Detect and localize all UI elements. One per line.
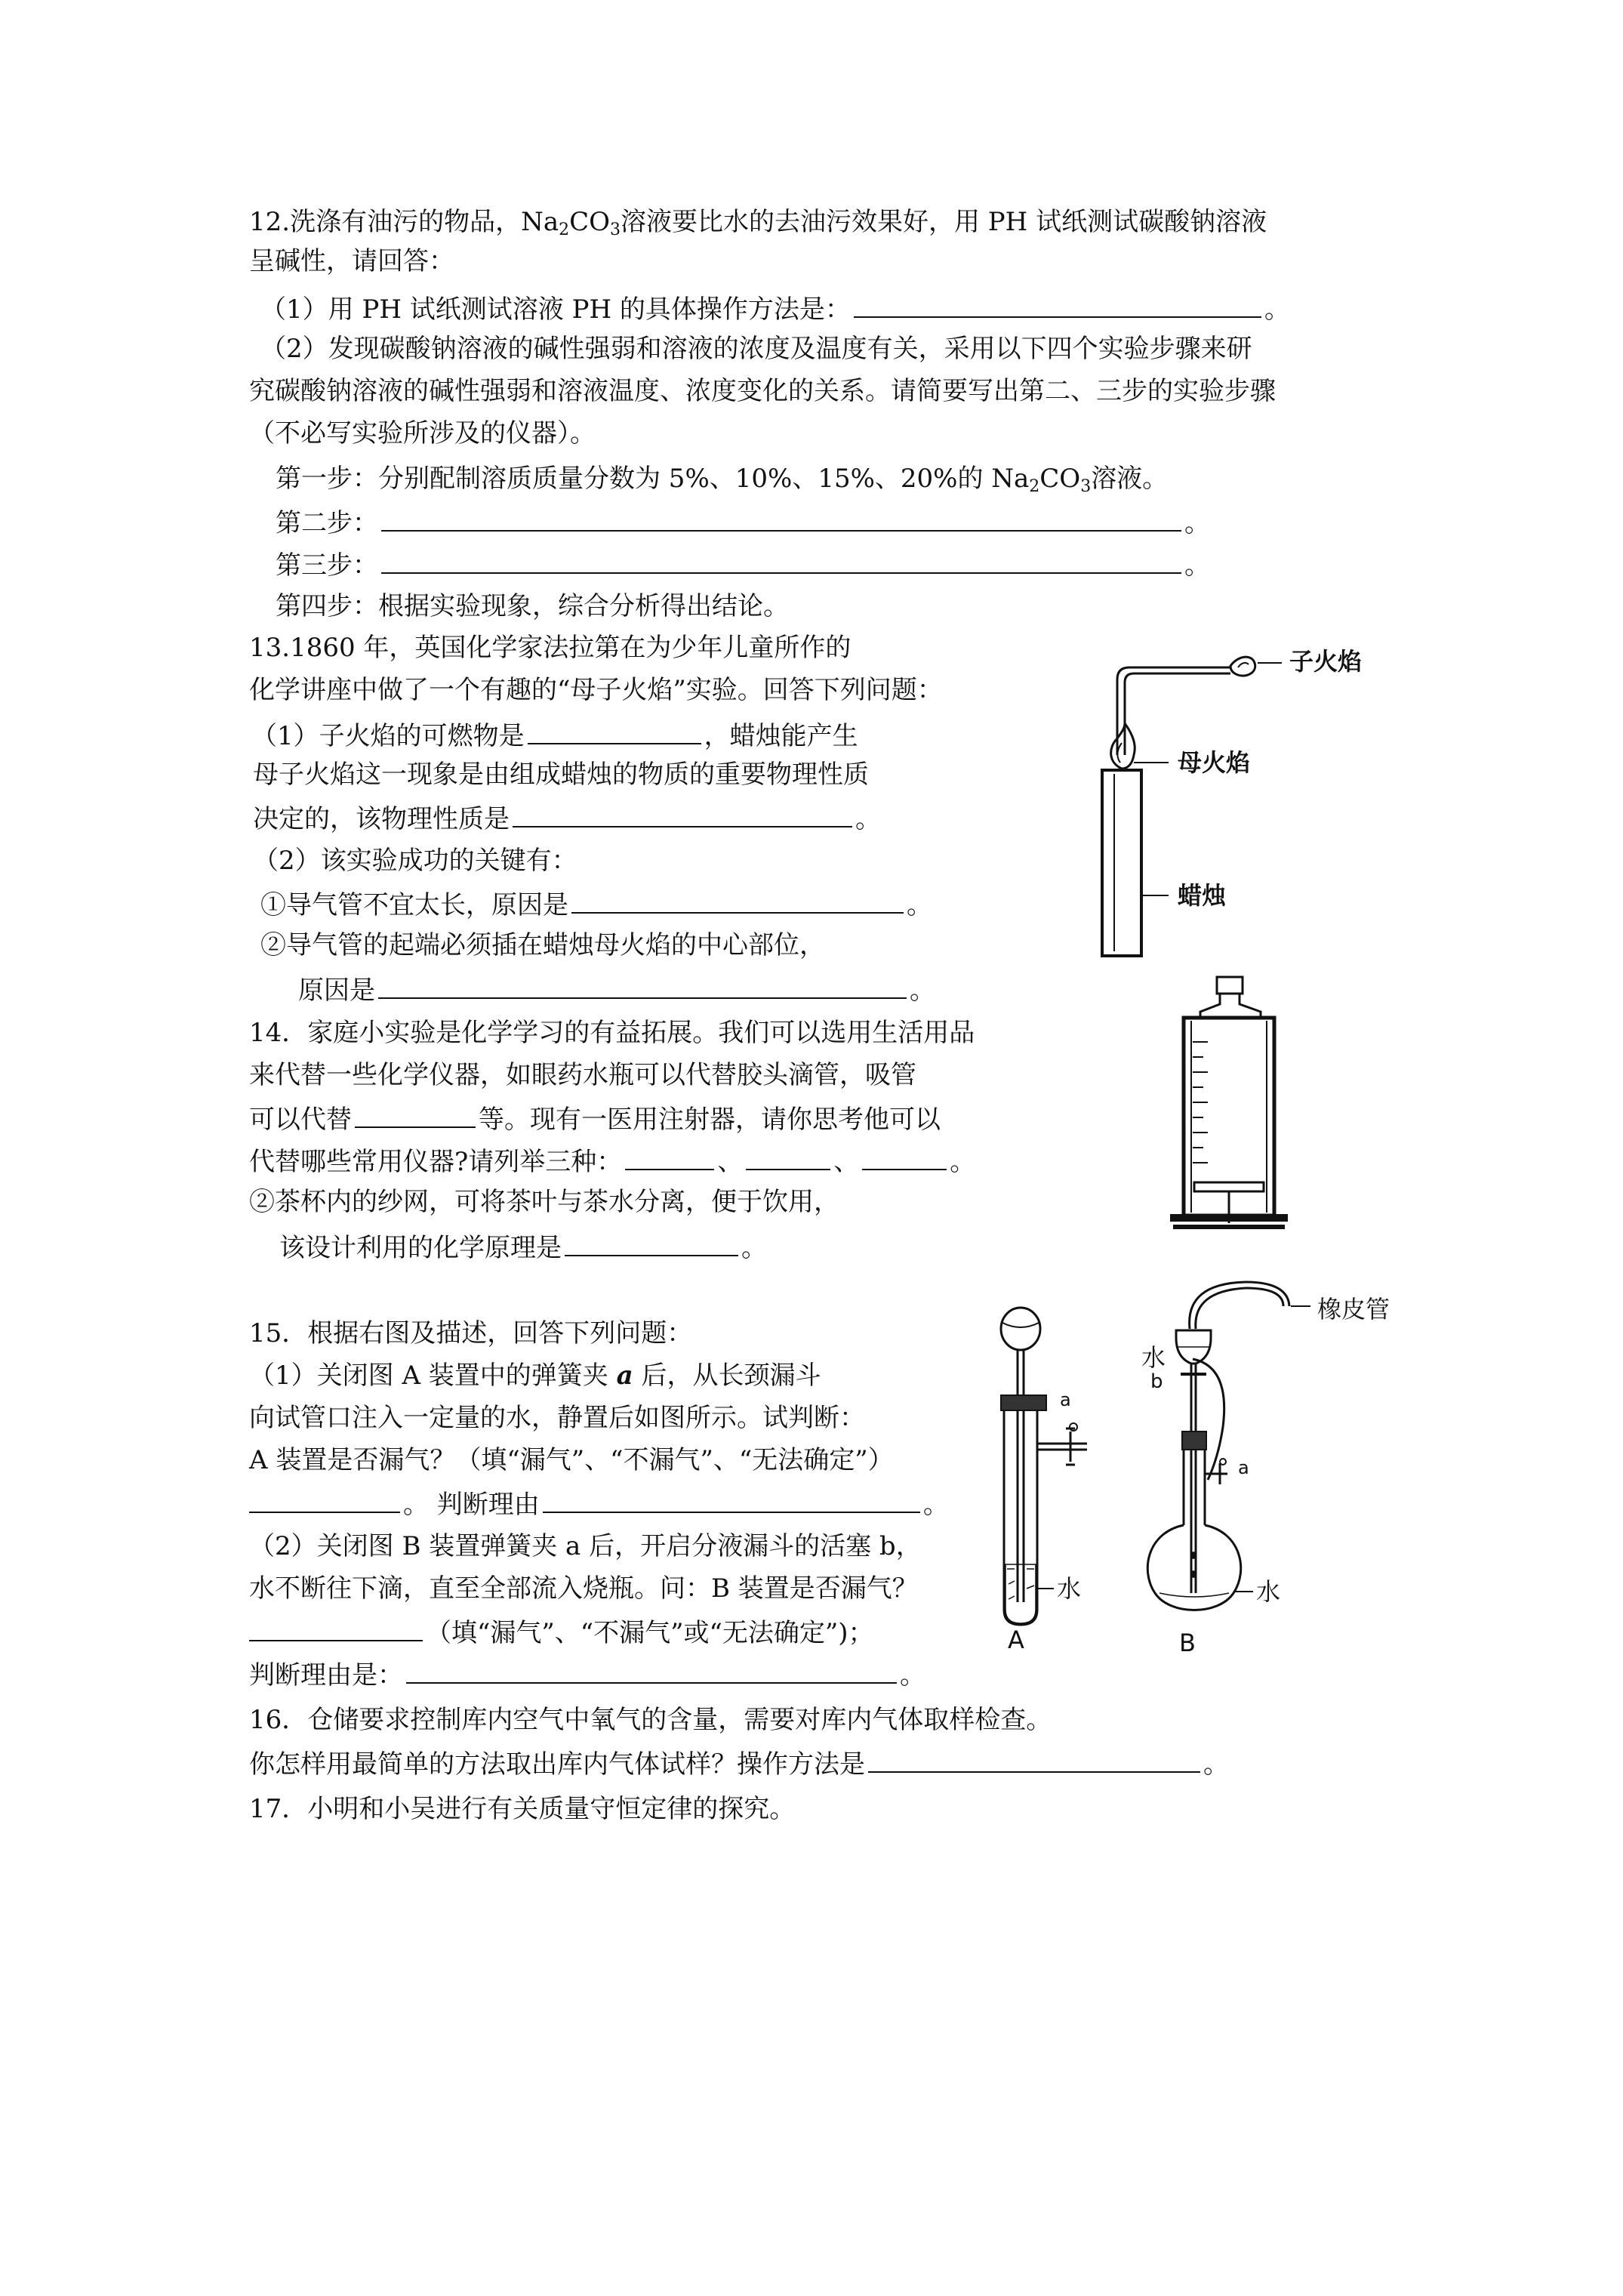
- candle-figure: [1087, 649, 1389, 966]
- q12-step-3: 第三步： 。: [276, 547, 1210, 582]
- q12-step-2: 第二步： 。: [276, 504, 1210, 540]
- q13-line-4: 母子火焰这一现象是由组成蜡烛的物质的重要物理性质: [253, 760, 869, 790]
- q17-line-1: 17．小明和小吴进行有关质量守恒定律的探究。: [249, 1794, 796, 1824]
- q13-property-blank[interactable]: [513, 800, 852, 827]
- q13-key-1: ①导气管不宜太长，原因是 。: [260, 886, 932, 922]
- q15-line-5: 。 判断理由 。: [249, 1486, 949, 1521]
- q13-line-1: 13.1860 年，英国化学家法拉第在为少年儿童所作的: [249, 633, 852, 663]
- q13-key-2: ②导气管的起端必须插在蜡烛母火焰的中心部位，: [260, 930, 825, 960]
- candle-label: 蜡烛: [1178, 881, 1227, 910]
- q12-answer-blank-1[interactable]: [854, 291, 1261, 318]
- q14-line-5: ②茶杯内的纱网，可将茶叶与茶水分离，便于饮用，: [249, 1187, 839, 1217]
- q14-line-1: 14．家庭小实验是化学学习的有益拓展。我们可以选用生活用品: [249, 1018, 975, 1048]
- water-top-label: 水: [1141, 1343, 1166, 1372]
- q14-line-4: 代替哪些常用仪器?请列举三种： 、 、 。: [249, 1143, 975, 1179]
- q13-key-1-blank[interactable]: [571, 886, 904, 914]
- rubber-tube-label: 橡皮管: [1317, 1295, 1390, 1324]
- mother-flame-label: 母火焰: [1178, 748, 1251, 777]
- q14-straw-blank[interactable]: [355, 1101, 476, 1128]
- q14-line-3: 可以代替 等。现有一医用注射器，请你思考他可以: [249, 1101, 941, 1136]
- q14-principle-blank[interactable]: [565, 1229, 738, 1256]
- q14-instrument-blank-2[interactable]: [746, 1143, 830, 1170]
- water-a-label: 水: [1057, 1574, 1082, 1603]
- fig-a-caption: A: [1008, 1626, 1024, 1654]
- q15-line-3: 向试管口注入一定量的水，静置后如图所示。试判断：: [249, 1403, 865, 1433]
- q14-line-6: 该设计利用的化学原理是 。: [279, 1229, 767, 1265]
- q13-part-2: （2）该实验成功的关键有：: [253, 846, 577, 876]
- q13-part-1: （1）子火焰的可燃物是 ，蜡烛能产生: [251, 717, 858, 753]
- q15-a-answer-blank[interactable]: [249, 1486, 400, 1513]
- fig-b-caption: B: [1179, 1629, 1196, 1657]
- q12-part-1: （1）用 PH 试纸测试溶液 PH 的具体操作方法是： 。: [260, 291, 1290, 326]
- q14-instrument-blank-1[interactable]: [625, 1143, 714, 1170]
- q15-part-2-line-1: （2）关闭图 B 装置弹簧夹 a 后，开启分液漏斗的活塞 b，: [249, 1531, 922, 1561]
- syringe-figure: [1147, 974, 1313, 1261]
- q14-line-2: 来代替一些化学仪器，如眼药水瓶可以代替胶头滴管，吸管: [249, 1060, 916, 1090]
- b-clamp-a-label: a: [1238, 1457, 1249, 1478]
- q15-b-answer-blank[interactable]: [249, 1614, 423, 1641]
- q13-line-2: 化学讲座中做了一个有趣的“母子火焰”实验。回答下列问题：: [249, 675, 943, 705]
- q12-part-2-line-2: 究碳酸钠溶液的碱性强弱和溶液温度、浓度变化的关系。请简要写出第二、三步的实验步骤: [249, 376, 1276, 406]
- child-flame-label: 子火焰: [1289, 647, 1363, 676]
- q13-line-5: 决定的，该物理性质是 。: [253, 800, 881, 836]
- q15-part-2-line-2: 水不断往下滴，直至全部流入烧瓶。问：B 装置是否漏气？: [249, 1573, 918, 1604]
- q13-key-2-blank[interactable]: [378, 972, 907, 999]
- q12-step-1: 第一步：分别配制溶质质量分数为 5%、10%、15%、20%的 $Na_2CO_3$溶液。: [276, 464, 1169, 496]
- q15-a-reason-blank[interactable]: [543, 1486, 920, 1513]
- q15-b-reason-blank[interactable]: [406, 1657, 897, 1684]
- q14-instrument-blank-3[interactable]: [862, 1143, 947, 1170]
- q12-part-2-line-3: （不必写实验所涉及的仪器）。: [249, 418, 596, 448]
- q12-part-2-line-1: （2）发现碳酸钠溶液的碱性强弱和溶液的浓度及温度有关，采用以下四个实验步骤来研: [260, 334, 1252, 364]
- q15-part-2-line-4: 判断理由是： 。: [249, 1657, 925, 1692]
- q12-step-2-blank[interactable]: [381, 504, 1181, 532]
- q16-line-2: 你怎样用最简单的方法取出库内气体试样？操作方法是 。: [249, 1746, 1229, 1781]
- q13-key-2-reason: 原因是 。: [298, 972, 935, 1007]
- q16-line-1: 16．仓储要求控制库内空气中氧气的含量，需要对库内气体取样检查。: [249, 1705, 1052, 1735]
- stopcock-b-label: b: [1150, 1370, 1163, 1393]
- q12-step-4: 第四步：根据实验现象，综合分析得出结论。: [276, 591, 789, 621]
- a-clamp-label: a: [1060, 1389, 1071, 1410]
- q16-method-blank[interactable]: [868, 1746, 1200, 1773]
- q13-fuel-blank[interactable]: [528, 717, 701, 744]
- q15-part-2-line-3: （填“漏气”、“不漏气”或“无法确定”)；: [249, 1614, 874, 1650]
- q15-line-1: 15．根据右图及描述，回答下列问题：: [249, 1318, 693, 1348]
- water-b-label: 水: [1256, 1577, 1281, 1606]
- q15-part-1: （1）关闭图 A 装置中的弹簧夹 a 后，从长颈漏斗: [249, 1361, 821, 1391]
- q15-line-4: A 装置是否漏气？（填“漏气”、“不漏气”、“无法确定”）: [249, 1445, 894, 1475]
- apparatus-b-figure: [1132, 1276, 1374, 1631]
- q12-line-2: 呈碱性，请回答：: [249, 246, 454, 276]
- q12-step-3-blank[interactable]: [381, 547, 1181, 574]
- q12-line-1: 12.洗涤有油污的物品，$Na_2CO_3$溶液要比水的去油污效果好，用 PH 试纸测试碳酸钠溶液: [249, 207, 1267, 239]
